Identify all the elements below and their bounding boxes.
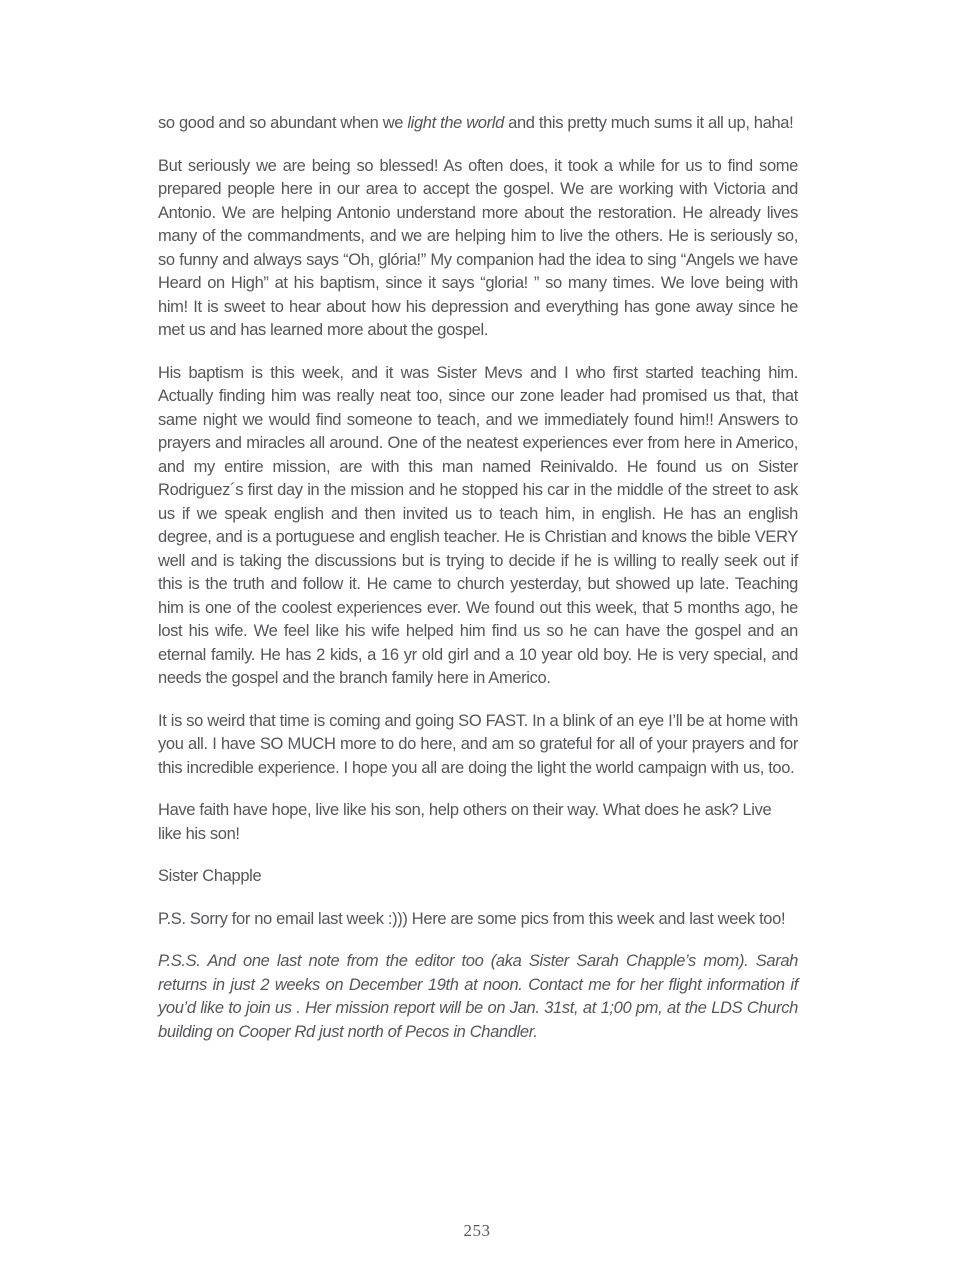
para-blessed: But seriously we are being so blessed! As often does, it took a while for us to find some prepared people here in our area to accept the gospel. We are working with Victoria and Antonio. We are helping Antonio understand more about the restoration. He already lives many of the commandments, and we are helping him to live the others. He is seriously so, so funny and always says “Oh, glória!” My companion had the idea to sing “Angels we have Heard on High” at his baptism, since it says “gloria! ” so many times. We love being with him! It is sweet to hear about how his depression and everything has gone away since he met us and has learned more about the gospel.: [158, 156, 798, 339]
pss-editor-note: P.S.S. And one last note from the editor too (aka Sister Sarah Chapple’s mom). Sarah returns in just 2 weeks on December 19th at noon. Contact me for her flight information if you’d like to join us . Her mission report will be on Jan. 31st, at 1;00 pm, at the LDS Church building on Cooper Rd just north of Pecos in Chandler.: [158, 952, 798, 1041]
para-opening-text-after: and this pretty much sums it all up, haha!: [503, 114, 794, 132]
para-opening: [158, 112, 798, 136]
para-time-flies: It is so weird that time is coming and going SO FAST. In a blink of an eye I’ll be at home with you all. I have SO MUCH more to do here, and am so grateful for all of your prayers and for this incredible experience. I hope you all are doing the light the world campaign with us, too.: [158, 711, 798, 777]
para-opening-italic-phrase: light the world: [407, 114, 504, 132]
para-baptism: His baptism is this week, and it was Sister Mevs and I who first started teaching him. Actually finding him was really neat too, since our zone leader had promised us that, that same night we would find someone to teach, and we immediately found him!! Answers to prayers and miracles all around. One of the neatest experiences ever from here in Americo, and my entire mission, are with this man named Reinivaldo. He found us on Sister Rodriguez´s first day in the mission and he stopped his car in the middle of the street to ask us if we speak english and then invited us to teach him, in english. He has an english degree, and is a portuguese and english teacher. He is Christian and knows the bible VERY well and is taking the discussions but is trying to decide if he is willing to really seek out if this is the truth and follow it. He came to church yesterday, but showed up late. Teaching him is one of the coolest experiences ever. We found out this week, that 5 months ago, he lost his wife. We feel like his wife helped him find us so he can have the gospel and an eternal family. He has 2 kids, a 16 yr old girl and a 10 year old boy. He is very special, and needs the gospel and the branch family here in Americo.: [158, 363, 798, 687]
para-opening-text-before: so good and so abundant when we: [158, 114, 408, 132]
para-faith: Have faith have hope, live like his son, help others on their way. What does he ask? Live like his son!: [158, 801, 772, 843]
page-number: 253: [463, 1221, 491, 1240]
letter-body: [158, 112, 798, 1063]
ps-note: P.S. Sorry for no email last week :))) Here are some pics from this week and last week too!: [158, 909, 786, 928]
signature: Sister Chapple: [158, 867, 262, 885]
